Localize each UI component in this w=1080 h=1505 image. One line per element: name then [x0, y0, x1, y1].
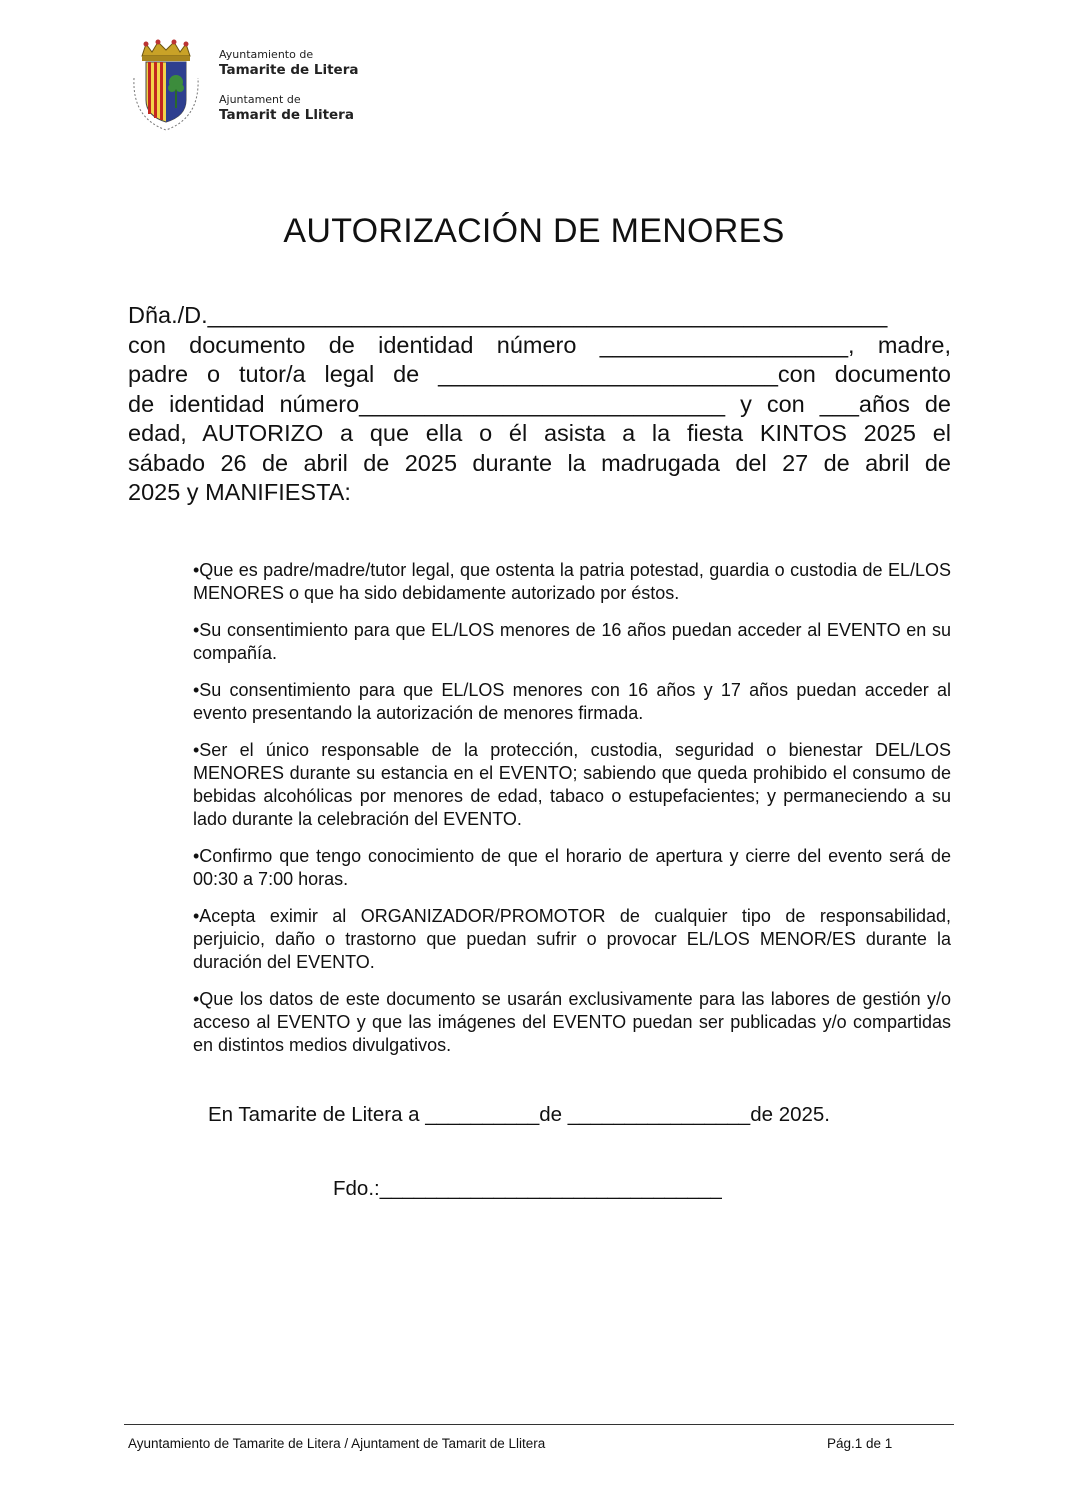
logo-line2-big: Tamarit de Llitera [219, 107, 354, 123]
logo-line2-small: Ajuntament de [219, 93, 301, 106]
footer-institution: Ayuntamiento de Tamarite de Litera / Ajuntament de Tamarit de Llitera [128, 1436, 546, 1451]
signature-line: Fdo.:______________________________ [333, 1177, 722, 1200]
logo-line1-small: Ayuntamiento de [219, 48, 314, 61]
footer-divider [124, 1424, 954, 1425]
logo-line1-big: Tamarite de Litera [219, 62, 359, 78]
intro-line-id: con documento de identidad número ___________________, madre, [128, 331, 951, 358]
list-item: •Su consentimiento para que EL/LOS menores con 16 años y 17 años puedan acceder al evento presentando la autorización de menores firmada. [193, 680, 951, 723]
list-item: •Confirmo que tengo conocimiento de que el horario de apertura y cierre del evento será de 00:30 a 7:00 horas. [193, 846, 951, 889]
place-date-line: En Tamarite de Litera a __________de ________________de 2025. [208, 1103, 830, 1126]
coat-of-arms-icon [128, 38, 204, 132]
municipality-logo-text [219, 48, 358, 124]
declaration-list [193, 559, 951, 1071]
intro-line-minor-id: de identidad número____________________________ y con ___años de [128, 390, 951, 417]
page-number: Pág.1 de 1 [827, 1436, 893, 1451]
document-title: AUTORIZACIÓN DE MENORES [283, 212, 785, 250]
intro-line-manifiesta: 2025 y MANIFIESTA: [128, 479, 351, 505]
intro-line-tutor: padre o tutor/a legal de __________________________con documento [128, 361, 951, 387]
intro-line-authorize: edad, AUTORIZO a que ella o él asista a la fiesta KINTOS 2025 el [128, 420, 951, 446]
intro-line-date: sábado 26 de abril de 2025 durante la madrugada del 27 de abril de [128, 449, 951, 476]
list-item: •Que los datos de este documento se usarán exclusivamente para las labores de gestión y/o acceso al EVENTO y que las imágenes del EVENTO puedan ser publicadas y/o compartidas en distintos medios divulgativos. [193, 989, 951, 1055]
list-item: •Su consentimiento para que EL/LOS menores de 16 años puedan acceder al EVENTO en su compañía. [193, 620, 951, 663]
intro-line-name: Dña./D.____________________________________________________ [128, 302, 888, 328]
list-item: •Ser el único responsable de la protección, custodia, seguridad o bienestar DEL/LOS MENORES durante su estancia en el EVENTO; sabiendo que queda prohibido el consumo de bebidas alcohólicas por menores de edad, tabaco o estupefacientes; y permaneciendo a su lado durante la celebración del EVENTO. [193, 740, 951, 829]
list-item: •Que es padre/madre/tutor legal, que ostenta la patria potestad, guardia o custodia de EL/LOS MENORES o que ha sido debidamente autorizado por éstos. [193, 560, 951, 603]
list-item: •Acepta eximir al ORGANIZADOR/PROMOTOR de cualquier tipo de responsabilidad, perjuicio, daño o trastorno que puedan sufrir o provocar EL/LOS MENOR/ES durante la duración del EVENTO. [193, 906, 951, 972]
intro-paragraph [128, 301, 951, 508]
